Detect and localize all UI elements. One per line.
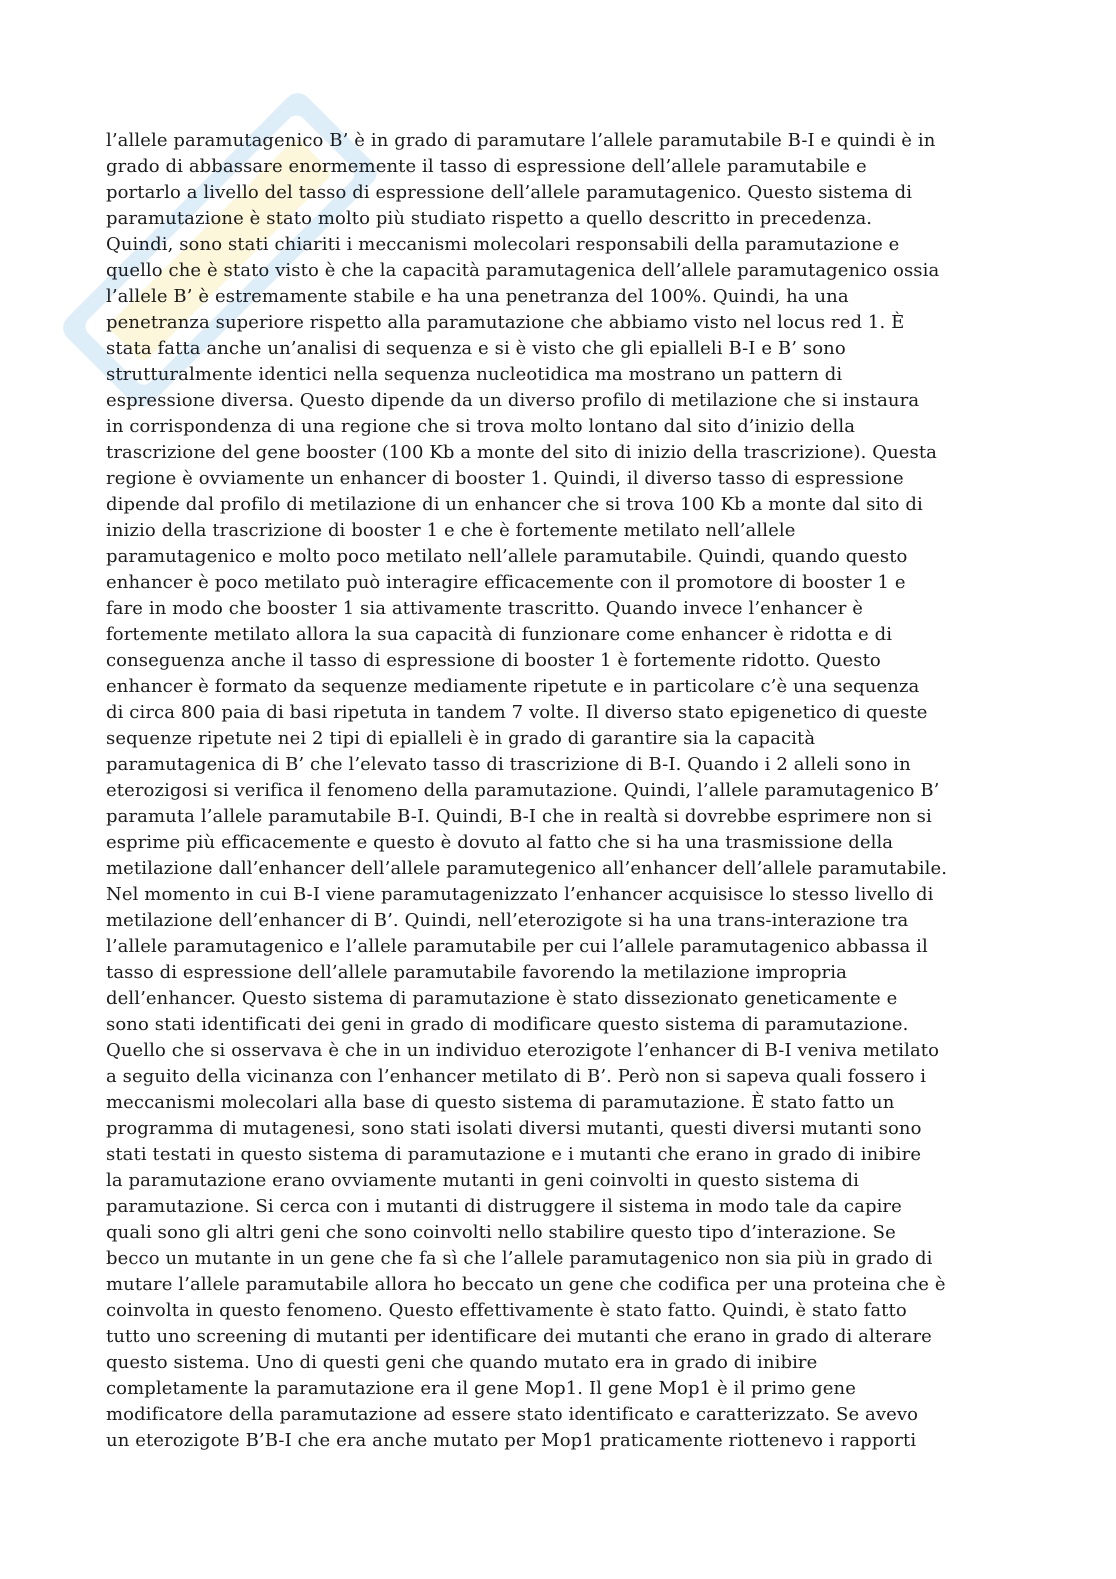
text-line: esprime più efficacemente e questo è dovuto al fatto che si ha una trasmissione della [106, 832, 894, 853]
text-line: quali sono gli altri geni che sono coinvolti nello stabilire questo tipo d’interazione. Se [106, 1222, 896, 1243]
text-line: sequenze ripetute nei 2 tipi di epialleli è in grado di garantire sia la capacità [106, 728, 816, 749]
text-line: paramuta l’allele paramutabile B-I. Quindi, B-I che in realtà si dovrebbe esprimere non si [106, 806, 932, 827]
text-line: grado di abbassare enormemente il tasso di espressione dell’allele paramutabile e [106, 156, 867, 177]
text-line: fare in modo che booster 1 sia attivamente trascritto. Quando invece l’enhancer è [106, 598, 864, 619]
text-line: l’allele paramutagenico e l’allele paramutabile per cui l’allele paramutagenico abbassa il [106, 936, 928, 957]
text-line: metilazione dell’enhancer di B’. Quindi, nell’eterozigote si ha una trans-interazione tra [106, 910, 909, 931]
text-line: coinvolta in questo fenomeno. Questo effettivamente è stato fatto. Quindi, è stato fatto [106, 1300, 907, 1321]
text-line: l’allele B’ è estremamente stabile e ha una penetranza del 100%. Quindi, ha una [106, 286, 849, 307]
text-line: stati testati in questo sistema di paramutazione e i mutanti che erano in grado di inibire [106, 1144, 922, 1165]
text-line: a seguito della vicinanza con l’enhancer metilato di B’. Però non si sapeva quali fossero i [106, 1066, 927, 1087]
text-line: enhancer è formato da sequenze mediamente ripetute e in particolare c’è una sequenza [106, 676, 920, 697]
text-line: Quindi, sono stati chiariti i meccanismi molecolari responsabili della paramutazione e [106, 234, 900, 255]
text-line: conseguenza anche il tasso di espressione di booster 1 è fortemente ridotto. Questo [106, 650, 881, 671]
text-line: in corrispondenza di una regione che si trova molto lontano dal sito d’inizio della [106, 416, 856, 437]
text-line: fortemente metilato allora la sua capacità di funzionare come enhancer è ridotta e di [106, 624, 893, 645]
text-line: paramutazione è stato molto più studiato rispetto a quello descritto in precedenza. [106, 208, 873, 229]
text-line: mutare l’allele paramutabile allora ho beccato un gene che codifica per una proteina che è [106, 1274, 946, 1295]
text-line: trascrizione del gene booster (100 Kb a monte del sito di inizio della trascrizione). Questa [106, 442, 938, 463]
text-line: dell’enhancer. Questo sistema di paramutazione è stato dissezionato geneticamente e [106, 988, 898, 1009]
text-line: enhancer è poco metilato può interagire efficacemente con il promotore di booster 1 e [106, 572, 906, 593]
text-line: becco un mutante in un gene che fa sì che l’allele paramutagenico non sia più in grado di [106, 1248, 933, 1269]
text-line: tutto uno screening di mutanti per identificare dei mutanti che erano in grado di alterare [106, 1326, 932, 1347]
text-line: stata fatta anche un’analisi di sequenza e si è visto che gli epialleli B-I e B’ sono [106, 338, 846, 359]
text-line: penetranza superiore rispetto alla paramutazione che abbiamo visto nel locus red 1. È [106, 312, 905, 333]
text-line: paramutagenica di B’ che l’elevato tasso di trascrizione di B-I. Quando i 2 alleli sono in [106, 754, 911, 775]
text-line: regione è ovviamente un enhancer di booster 1. Quindi, il diverso tasso di espressione [106, 468, 904, 489]
text-line: inizio della trascrizione di booster 1 e che è fortemente metilato nell’allele [106, 520, 796, 541]
text-line: sono stati identificati dei geni in grado di modificare questo sistema di paramutazione. [106, 1014, 909, 1035]
text-line: quello che è stato visto è che la capacità paramutagenica dell’allele paramutagenico ossia [106, 260, 940, 281]
text-line: completamente la paramutazione era il gene Mop1. Il gene Mop1 è il primo gene [106, 1378, 856, 1399]
text-line: la paramutazione erano ovviamente mutanti in geni coinvolti in questo sistema di [106, 1170, 859, 1191]
text-line: portarlo a livello del tasso di espressione dell’allele paramutagenico. Questo sistema di [106, 182, 913, 203]
text-line: tasso di espressione dell’allele paramutabile favorendo la metilazione impropria [106, 962, 847, 983]
text-line: questo sistema. Uno di questi geni che quando mutato era in grado di inibire [106, 1352, 818, 1373]
body-text [106, 128, 1010, 1454]
text-line: programma di mutagenesi, sono stati isolati diversi mutanti, questi diversi mutanti sono [106, 1118, 922, 1139]
text-line: l’allele paramutagenico B’ è in grado di paramutare l’allele paramutabile B-I e quindi è in [106, 130, 936, 151]
text-line: dipende dal profilo di metilazione di un enhancer che si trova 100 Kb a monte dal sito di [106, 494, 923, 515]
text-line: un eterozigote B’B-I che era anche mutato per Mop1 praticamente riottenevo i rapporti [106, 1430, 917, 1451]
text-line: strutturalmente identici nella sequenza nucleotidica ma mostrano un pattern di [106, 364, 843, 385]
text-line: modificatore della paramutazione ad essere stato identificato e caratterizzato. Se avevo [106, 1404, 919, 1425]
text-line: espressione diversa. Questo dipende da un diverso profilo di metilazione che si instaura [106, 390, 920, 411]
text-line: di circa 800 paia di basi ripetuta in tandem 7 volte. Il diverso stato epigenetico di queste [106, 702, 928, 723]
text-line: metilazione dall’enhancer dell’allele paramutegenico all’enhancer dell’allele paramutabile. [106, 858, 948, 879]
text-line: eterozigosi si verifica il fenomeno della paramutazione. Quindi, l’allele paramutagenico B’ [106, 780, 940, 801]
text-line: paramutazione. Si cerca con i mutanti di distruggere il sistema in modo tale da capire [106, 1196, 902, 1217]
text-line: Quello che si osservava è che in un individuo eterozigote l’enhancer di B-I veniva metilato [106, 1040, 940, 1061]
text-line: meccanismi molecolari alla base di questo sistema di paramutazione. È stato fatto un [106, 1092, 895, 1113]
text-line: Nel momento in cui B-I viene paramutagenizzato l’enhancer acquisisce lo stesso livello di [106, 884, 934, 905]
text-line: paramutagenico e molto poco metilato nell’allele paramutabile. Quindi, quando questo [106, 546, 908, 567]
